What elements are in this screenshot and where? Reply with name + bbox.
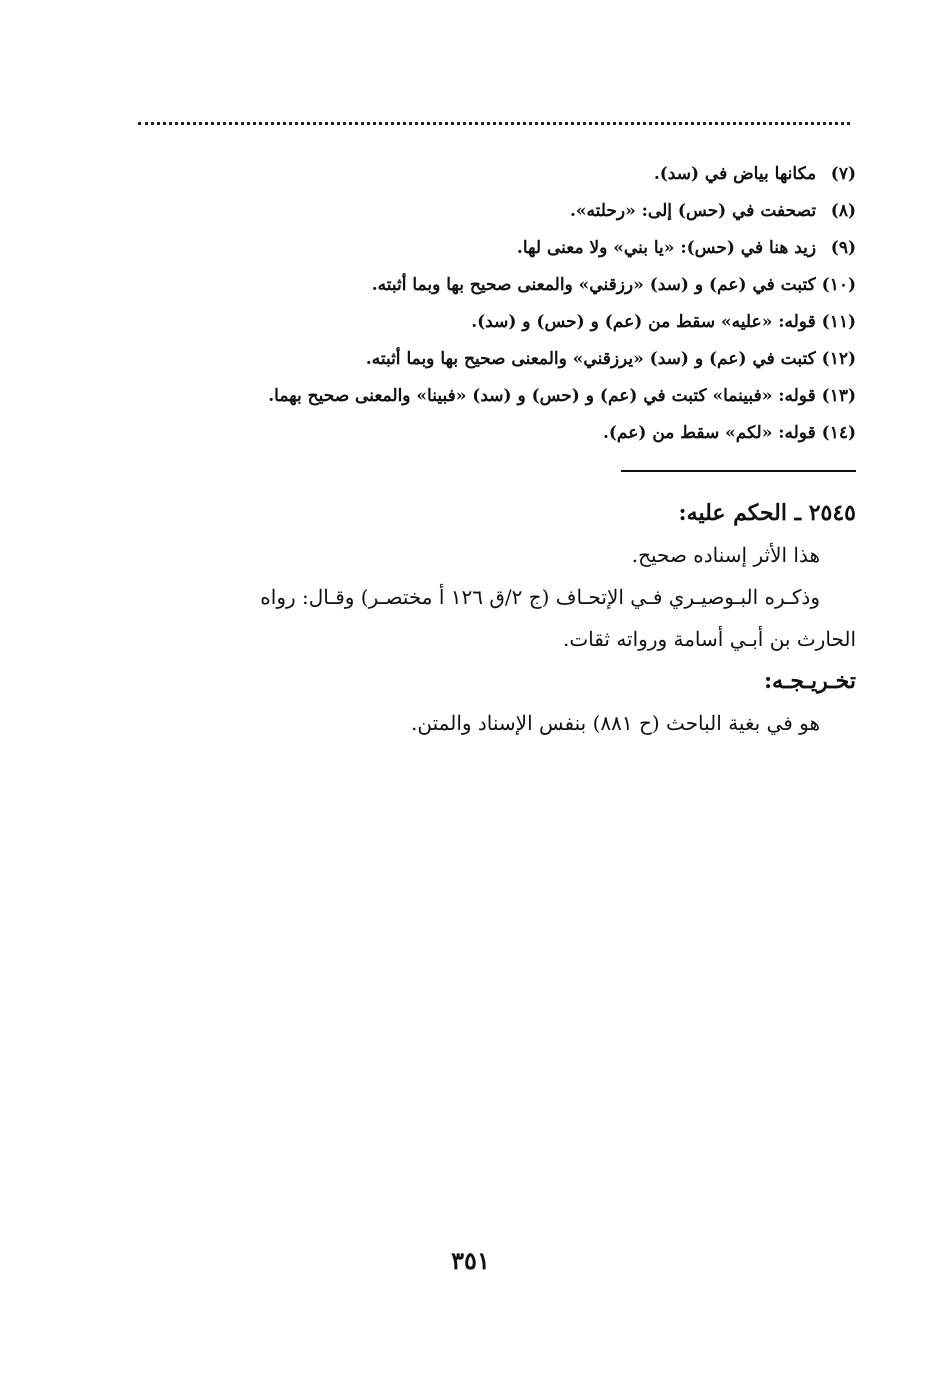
main-text-block xyxy=(136,492,856,744)
takhrij-text: هو في بغية الباحث (ح ٨٨١) بنفس الإسناد والمتن. xyxy=(411,711,820,735)
footnotes-block xyxy=(156,156,856,452)
footnote-12 xyxy=(156,341,856,378)
ruling-heading: ٢٥٤٥ ـ الحكم عليه: xyxy=(678,500,856,526)
takhrij-heading: تخـريـجـه: xyxy=(763,668,856,694)
footnote-number: (١٢) xyxy=(821,349,856,369)
footnote-number: (١٠) xyxy=(821,275,856,295)
footnote-text: مكانها بياض في (سد). xyxy=(653,164,817,184)
footnote-text: قوله: «فبينما» كتبت في (عم) و (حس) و (سد) «فبينا» والمعنى صحيح بهما. xyxy=(268,386,816,406)
footnote-7 xyxy=(156,156,856,193)
footnote-number: (١٤) xyxy=(821,423,856,443)
footnote-number: (٨) xyxy=(830,201,856,221)
page-number: ٣٥١ xyxy=(451,1246,490,1275)
footnote-14 xyxy=(156,415,856,452)
footnote-13 xyxy=(156,378,856,415)
footnote-8 xyxy=(156,193,856,230)
busiri-citation-continued: الحارث بن أبـي أسامة ورواته ثقات. xyxy=(563,627,856,651)
footnote-text: قوله: «لكم» سقط من (عم). xyxy=(602,423,816,443)
footnote-number: (١٣) xyxy=(821,386,856,406)
section-separator-line xyxy=(621,470,856,472)
busiri-citation-line: وذكـره البـوصيـري فـي الإتحـاف (ج ٢/ق ١٢٦ أ مختصـر) وقـال: رواه xyxy=(260,585,820,609)
footnote-text: قوله: «عليه» سقط من (عم) و (حس) و (سد). xyxy=(471,312,816,332)
footnote-text: تصحفت في (حس) إلى: «رحلته». xyxy=(569,201,817,221)
footnote-9 xyxy=(156,230,856,267)
footnote-number: (١١) xyxy=(821,312,856,332)
footnote-text: زيد هنا في (حس): «يا بني» ولا معنى لها. xyxy=(516,238,817,258)
footnote-text: كتبت في (عم) و (سد) «يرزقني» والمعنى صحيح بها وبما أثبته. xyxy=(365,349,816,369)
footnote-10 xyxy=(156,267,856,304)
footnote-number: (٧) xyxy=(830,164,856,184)
footnote-11 xyxy=(156,304,856,341)
footnote-text: كتبت في (عم) و (سد) «رزقني» والمعنى صحيح بها وبما أثبته. xyxy=(371,275,816,295)
ruling-text: هذا الأثر إسناده صحيح. xyxy=(631,543,820,567)
footnote-number: (٩) xyxy=(830,238,856,258)
footnote-separator-dotted xyxy=(138,122,850,125)
